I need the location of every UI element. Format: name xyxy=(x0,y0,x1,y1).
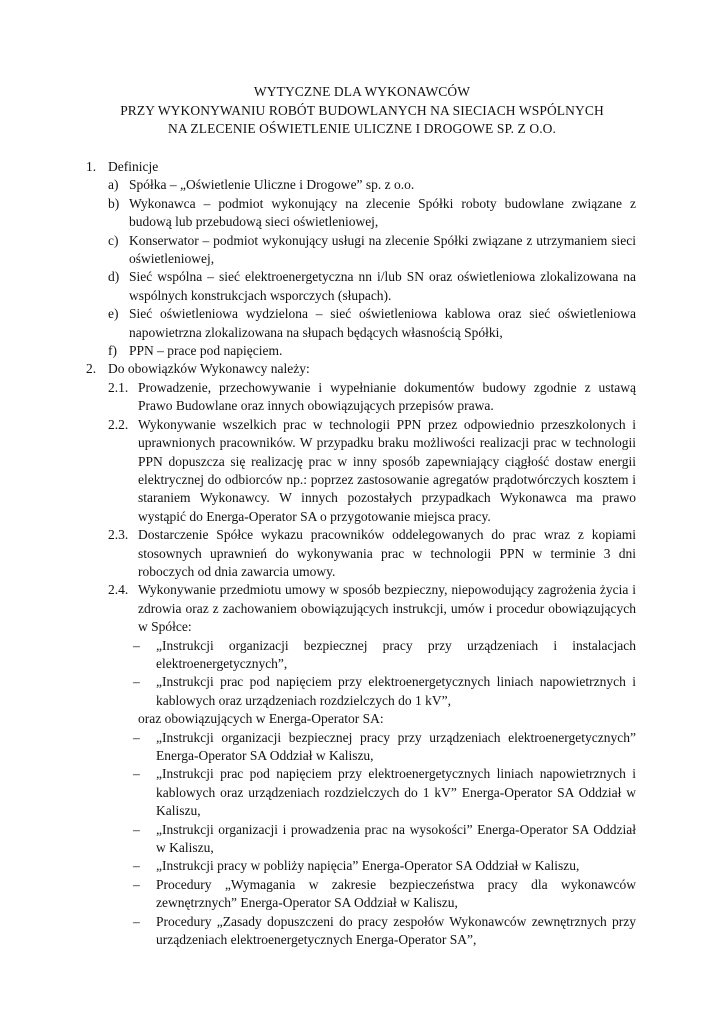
item-text: Prowadzenie, przechowywanie i wypełnianie dokumentów budowy zgodnie z ustawą Prawo Budowlane oraz innych obowiązujących przepisów prawa. xyxy=(138,379,636,414)
item-letter: f) xyxy=(108,343,117,359)
dash-bullet: – xyxy=(133,729,140,745)
item-text: „Instrukcji organizacji bezpiecznej pracy przy urządzeniach elektroenergetycznych” Energa-Operator SA Oddział w Kaliszu, xyxy=(156,729,636,763)
instruction-list-item xyxy=(0,637,724,674)
dash-bullet: – xyxy=(133,637,140,653)
obligation-item xyxy=(0,379,724,416)
item-text: „Instrukcji prac pod napięciem przy elektroenergetycznych liniach napowietrznych i kablowych oraz urządzeniach rozdzielczych do 1 kV” Energa-Operator SA Oddział w Kaliszu, xyxy=(156,766,636,819)
item-text: Konserwator – podmiot wykonujący usługi na zlecenie Spółki związane z utrzymaniem sieci oświetleniowej, xyxy=(129,232,636,267)
item-number: 2.4. xyxy=(108,582,129,598)
dash-bullet: – xyxy=(133,913,140,929)
dash-bullet: – xyxy=(133,858,140,874)
item-text: Dostarczenie Spółce wykazu pracowników oddelegowanych do prac wraz z kopiami stosownych uprawnień do wykonywania prac w technologii PPN w terminie 3 dni roboczych od dnia zawarcia umowy. xyxy=(138,527,636,579)
instruction-list-item xyxy=(0,673,724,710)
list-intro: oraz obowiązujących w Energa-Operator SA: xyxy=(138,711,384,727)
definition-item xyxy=(0,268,724,305)
section-1-heading xyxy=(0,158,724,176)
dash-bullet: – xyxy=(133,876,140,892)
instruction-list-item xyxy=(0,765,724,820)
item-text: „Instrukcji prac pod napięciem przy elektroenergetycznych liniach napowietrznych i kablowych oraz urządzeniach rozdzielczych do 1 kV”, xyxy=(156,674,636,708)
item-text: Spółka – „Oświetlenie Uliczne i Drogowe” sp. z o.o. xyxy=(129,177,415,193)
section-label: Do obowiązków Wykonawcy należy: xyxy=(108,361,310,377)
item-letter: e) xyxy=(108,306,119,322)
section-2-heading xyxy=(0,360,724,378)
item-text: PPN – prace pod napięciem. xyxy=(129,343,283,359)
item-text: „Instrukcji organizacji i prowadzenia prac na wysokości” Energa-Operator SA Oddział w Kaliszu, xyxy=(156,821,636,856)
obligation-item xyxy=(0,526,724,581)
dash-bullet: – xyxy=(133,821,140,837)
section-label: Definicje xyxy=(108,159,159,174)
definition-item xyxy=(0,305,724,342)
item-letter: d) xyxy=(108,269,120,285)
item-text: Procedury „Zasady dopuszczeni do pracy zespołów Wykonawców zewnętrznych przy urządzeniach elektroenergetycznych Energa-Operator SA”, xyxy=(156,913,636,948)
instruction-list-item xyxy=(0,913,724,950)
item-text: „Instrukcji organizacji bezpiecznej pracy przy urządzeniach i instalacjach elektroenergetycznych”, xyxy=(156,637,636,671)
section-number: 2. xyxy=(86,361,97,377)
instruction-list-item xyxy=(0,876,724,913)
instruction-list-item xyxy=(0,857,724,875)
item-number: 2.1. xyxy=(108,379,129,395)
item-text: Wykonywanie wszelkich prac w technologii PPN przez odpowiednio przeszkolonych i uprawnionych pracowników. W przypadku braku możliwości realizacji prac w technologii PPN dopuszcza się realizację prac w inny sposób zapewniający ciągłość dostaw energii elektrycznej do odbiorców np.: poprzez zastosowanie agregatów prądotwórczych kosztem i staraniem Wykonawcy. W innych pozostałych przypadkach Wykonawca ma prawo wystąpić do Energa-Operator SA o przygotowanie miejsca pracy. xyxy=(138,416,636,524)
dash-bullet: – xyxy=(133,766,140,782)
item-letter: c) xyxy=(108,232,119,248)
title-line-2: PRZY WYKONYWANIU ROBÓT BUDOWLANYCH NA SIECIACH WSPÓLNYCH xyxy=(120,102,604,118)
document-body xyxy=(0,158,724,949)
section-number: 1. xyxy=(86,159,97,174)
item-number: 2.2. xyxy=(108,416,129,432)
obligation-item xyxy=(0,416,724,526)
definition-item xyxy=(0,195,724,232)
item-text: Procedury „Wymagania w zakresie bezpieczeństwa pracy dla wykonawców zewnętrznych” Energa-Operator SA Oddział w Kaliszu, xyxy=(156,876,636,911)
item-letter: b) xyxy=(108,195,120,211)
dash-bullet: – xyxy=(133,674,140,690)
item-text: Sieć oświetleniowa wydzielona – sieć oświetleniowa kablowa oraz sieć oświetleniowa napowietrzna zlokalizowana na słupach będących własnością Spółki, xyxy=(129,306,636,340)
instruction-list-item xyxy=(0,821,724,858)
item-number: 2.3. xyxy=(108,527,129,543)
definition-item xyxy=(0,342,724,360)
definition-item xyxy=(0,232,724,269)
item-text: Wykonywanie przedmiotu umowy w sposób bezpieczny, niepowodujący zagrożenia życia i zdrowia oraz z zachowaniem obowiązujących instrukcji, umów i procedur obowiązujących w Spółce: xyxy=(138,582,636,635)
obligation-item xyxy=(0,581,724,636)
definition-item xyxy=(0,176,724,194)
title-line-3: NA ZLECENIE OŚWIETLENIE ULICZNE I DROGOWE SP. Z O.O. xyxy=(167,121,557,136)
item-text: Wykonawca – podmiot wykonujący na zlecenie Spółki roboty budowlane związane z budową lub przebudową sieci oświetleniowej, xyxy=(129,195,636,230)
item-letter: a) xyxy=(108,177,119,193)
item-text: Sieć wspólna – sieć elektroenergetyczna nn i/lub SN oraz oświetleniowa zlokalizowana na wspólnych konstrukcjach wsporczych (słupach). xyxy=(129,269,636,303)
item-text: „Instrukcji pracy w pobliży napięcia” Energa-Operator SA Oddział w Kaliszu, xyxy=(156,858,580,874)
instruction-list-item xyxy=(0,729,724,766)
title-line-1: WYTYCZNE DLA WYKONAWCÓW xyxy=(253,84,471,99)
document-title xyxy=(0,83,724,139)
